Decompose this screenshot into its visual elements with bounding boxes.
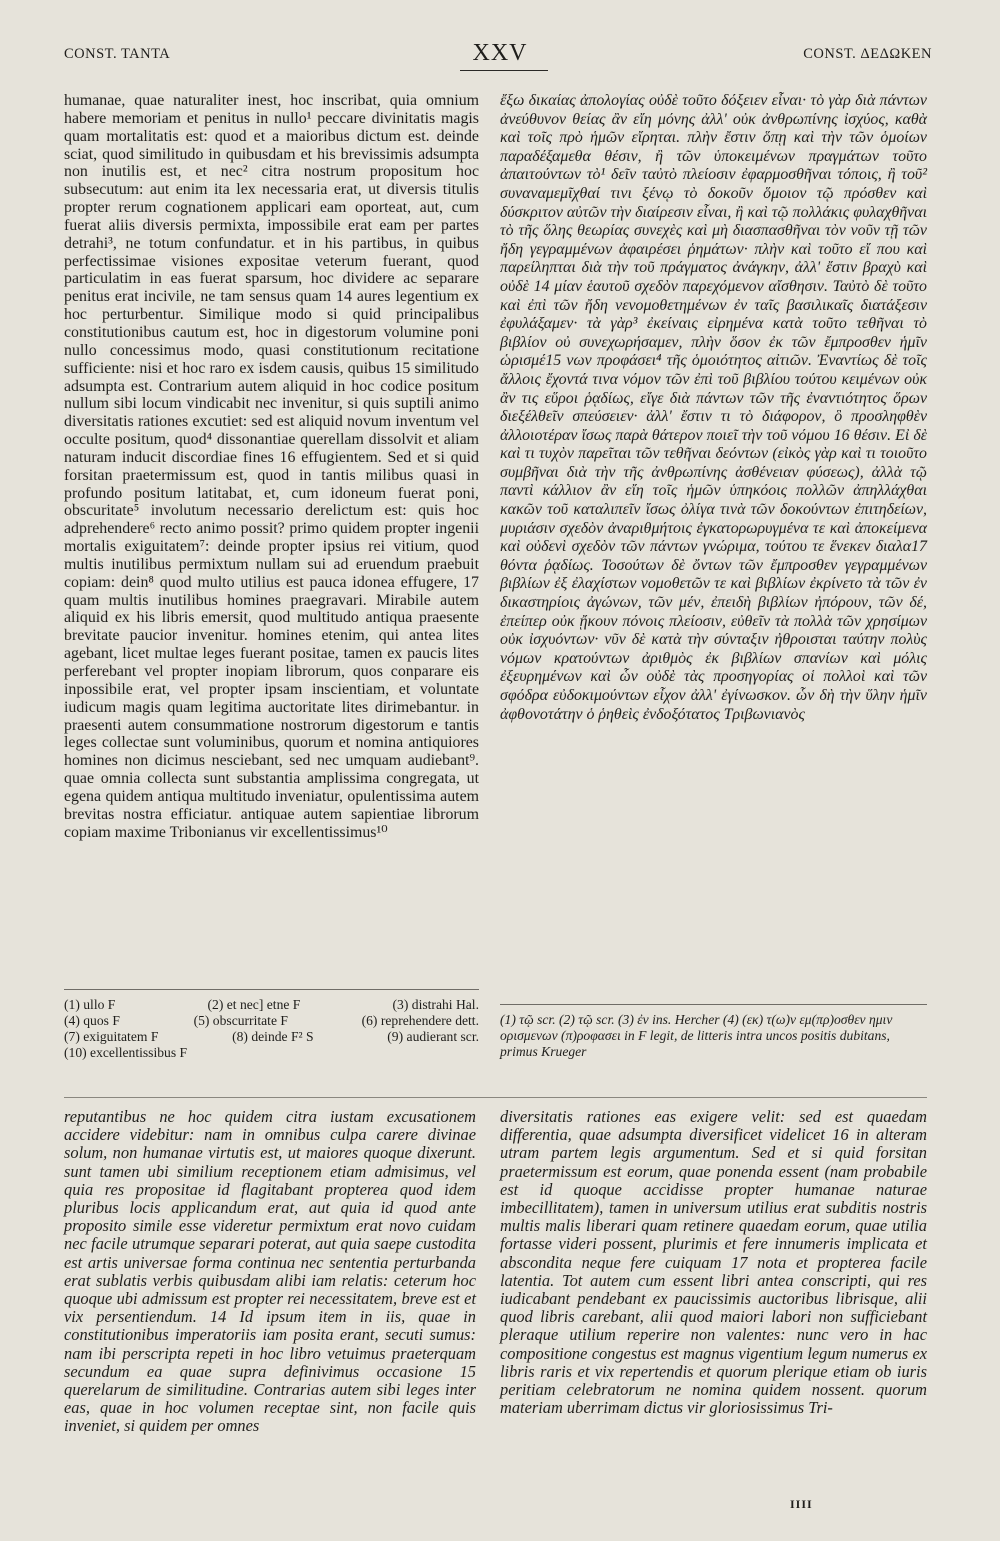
footnote: (1) ullo F: [64, 997, 116, 1012]
footnote: (1) τῷ scr. (2) τῷ scr. (3) ἐν ins. Hercher (4) (εκ) τ(ω)ν εμ(πρ)οσθεν ημιν ορισμενων (π)ροφασει in F legit, de litteris intra uncos positis dubitans, primus Krueger: [500, 1012, 893, 1059]
footnote-line: [64, 997, 479, 1013]
latin-paragraph: humanae, quae naturaliter inest, hoc inscribat, quia omnium habere memoriam et penitus in nullo¹ peccare divinitatis magis quam mortalitatis est: quod et a maioribus dictum est. deinde sciat, quod similitudo in quibusdam et his brevissimis adsumpta non inutilis est, et nec² citra nostrum propositum hoc subsecutum: aut enim ita lex necessaria erat, ut diversis titulis propter rerum cognationem applicari eam oporteat, aut, cum fuerat aliis diversis permixta, impossibile erat eam per partes detrahi³, ne totum confundatur. et in his partibus, in quibus perfectissimae visiones expositae veterum fuerant, quod particulatim in eas fuerat sparsum, hoc dividere ac separare penitus erat incivile, ne tam sensus quam 14 aures legentium ex hoc perturbentur. Similique modo si quid principalibus constitutionibus cautum est, hoc in digestorum volumine poni nullo concessimus modo, quasi constitutionum recitatione sufficiente: nisi et hoc raro ex isdem causis, quibus 15 similitudo adsumpta est. Contrarium autem aliquid in hoc codice positum nullum sibi locum vindicabit nec invenitur, si quis suptili animo diversitatis rationes excutiet: sed est aliquid novum inventum vel occulte positum, quod⁴ dissonantiae querellam dissolvit et aliam naturam inducit discordiae fines 16 effugientem. Sed et si quid forsitan praetermissum est, quod in tantis milibus quasi in profundo positum latitabat, et, cum idoneum fuerat poni, obscuritate⁵ involutum necessario derelictum est: quis hoc adprehendere⁶ recto animo possit? primo quidem propter ingenii mortalis exiguitatem⁷: deinde propter ipsius rei vitium, quod multis inutilibus permixtum nullam sui ad eruendum praebuit copiam: dein⁸ quod multo utilius est pauca idonea effugere, 17 quam multis inutilibus homines praegravari. Mirabile autem aliquid ex his libris emersit, quod multitudo antiqua praesente brevitate paucior invenitur. homines etenim, qui antea lites agebant, licet multae leges fuerant positae, tamen ex paucis lites perferebant vel propter inopiam librorum, quos conparare eis inpossibile erat, vel propter ipsam inscientiam, et voluntate iudicum magis quam legitima auctoritate lites dirimebantur. in praesenti autem consummatione nostrorum digestorum e tantis leges collectae sunt voluminibus, quorum et nomina antiquiores homines non dicimus nesciebant, sed nec umquam audiebant⁹. quae omnia collecta sunt substantia amplissima congregata, ut egena quidem antiqua multitudo inveniatur, opulentissima autem brevitas nostra efficiatur. antiquae autem sapientiae librorum copiam maxime Tribonianus vir excellentissimus¹⁰: [64, 92, 479, 841]
footnote-rule-right: [500, 1004, 927, 1005]
translation-separator: [64, 1097, 927, 1098]
footnote-line: [64, 1013, 479, 1029]
translation-paragraph: diversitatis rationes eas exigere velit: sed est quaedam differentia, quae adsumpta diversificet videlicet 16 in alteram utram partem legis argumentum. Sed et si quid forsitan praetermissum est eorum, quae ponenda essent (nam probabile est id quoque accidisse propter humanae naturae imbecillitatem), tamen in universum utilius erat subditis nostris multis malis liberari quam retinere quaedam eorum, quae utilia fortasse videri possent, plurimis et fere innumeris implicata et abscondita neque fere cuiquam 17 nota et propterea facile latentia. Tot autem cum essent libri antea conscripti, qui res iudicabant pendebant ex paucissimis auctoribus librisque, alii quod libris carebant, alii quod maiori labori non sufficiebant pleraque utilium reperire non valentes: nunc vero in hac compositione congestus est magnus vigentium legum numerus ex libris raris et vix repertendis et quorum plerique etiam ob iuris peritiam celebratorum ne nomina quidem nossent. quorum materiam uberrimam dictus vir gloriosissimus Tri-: [500, 1107, 927, 1418]
footnote-line: [64, 1045, 479, 1061]
latin-translation-right: [500, 1108, 927, 1498]
footnote: (3) distrahi Hal.: [392, 997, 479, 1012]
footnote: (4) quos F: [64, 1013, 120, 1028]
translation-paragraph: reputantibus ne hoc quidem citra iustam excusationem accidere videbitur: nam in omnibus culpa carere divinae solum, non humanae virtutis est, ut maiores quoque dixerunt. sunt tamen ubi similium receptionem etiam admisimus, vel quia res propositae id flagitabant propterea quod idem pluribus locis applicandum erat, aut quia id quod ante proposito simile esse videretur permixtum erat novo cuidam nec facile utrumque separari poterat, aut quia saepe custodita est artis universae forma continua nec sententia perturbanda erat sublatis verbis quibusdam alibi iam relatis: ceterum hoc quoque ubi admissum est propter rei necessitatem, breve est et vix persentiendum. 14 Id ipsum item in iis, quae in constitutionibus imperatoriis iam posita erant, secuti sumus: nam ibi perscripta repeti in hoc libro vetuimus praeterquam secundum ea quae supra definivimus occasione 15 querelarum de similitudine. Contrarias autem sibi leges inter eas, quae in hoc volumen receptae sint, non facile quis inveniet, si quidem per omnes: [64, 1107, 476, 1436]
footnote: (9) audierant scr.: [387, 1029, 479, 1044]
page-number: XXV: [472, 40, 528, 66]
running-head-right: CONST. ΔΕΔΩΚΕΝ: [803, 46, 932, 62]
footnote: (10) excellentissibus F: [64, 1045, 188, 1060]
latin-text-column: [64, 92, 479, 977]
footnote-line: [64, 1029, 479, 1045]
footnote: (6) reprehendere dett.: [361, 1013, 479, 1028]
footnotes-left: [64, 997, 479, 1061]
footnote: (5) obscurritate F: [193, 1013, 288, 1028]
footnote: (8) deinde F² S: [232, 1029, 314, 1044]
page-number-underline: [460, 70, 548, 71]
latin-translation-left: [64, 1108, 476, 1518]
footnote: (7) exiguitatem F: [64, 1029, 159, 1044]
greek-paragraph: ἔξω δικαίας ἀπολογίας οὐδὲ τοῦτο δόξειεν εἶναι· τὸ γὰρ διὰ πάντων ἀνεύθυνον θείας ἂν εἴη μόνης ἀλλ' οὐκ ἀνθρωπίνης ἰσχύος, καθὰ καὶ τοῖς πρὸ ἡμῶν εἴρηται. πλὴν ἔστιν ὅπῃ καὶ τὴν τῶν ὁμοίων παραδέξαμεθα θέσιν, ἢ τῶν ὑποκειμένων πραγμάτων τοῦτο ἀπαιτούντων τὸ¹ δεῖν ταὐτὸ πλείοσιν ἐφαρμοσθῆναι τόποις, ἢ τοῦ² συναναμεμῖχθαί τινι ξένῳ τὸ δοκοῦν ὅμοιον τῷ πρόσθεν καὶ δύσκριτον αὐτῶν τὴν διαίρεσιν εἶναι, ἢ καὶ τῷ πολλάκις φυλαχθῆναι τὸ τῆς ὅλης θεωρίας συνεχὲς καὶ μὴ διασπασθῆναι τὸν νοῦν τῇ τῶν ἤδη γεγραμμένων ἀφαιρέσει ῥημάτων· πλὴν καὶ τοῦτο εἴ που καὶ παρείληπται διὰ τὴν τοῦ πράγματος ἀνάγκην, ἀλλ' ἔστιν βραχὺ καὶ οὐδὲ 14 μίαν ἑαυτοῦ σχεδὸν παρεχόμενον αἴσθησιν. Ταὐτὸ δὲ τοῦτο καὶ ἐπὶ τῶν ἤδη νενομοθετημένων ἐν ταῖς βασιλικαῖς διατάξεσιν ἐφυλάξαμεν· τὰ γὰρ³ ἐκείναις εἰρημένα κατὰ τοῦτο τεθῆναι τὸ βιβλίον οὐ συνεχωρήσαμεν, πλὴν ὅσον ἐκ τῶν ἔμπροσθεν ἡμῖν ὡρισμέ15 νων προφάσει⁴ τῆς ὁμοιότητος αἰτιῶν. Ἐναντίως δὲ τοῖς ἄλλοις ἔχοντά τινα νόμον τῶν ἐπὶ τοῦ βιβλίου τούτου κειμένων οὐκ ἂν τις εὕροι ῥᾳδίως, εἴγε διὰ πάντων τῶν τῆς ἐναντιότητος ὅρων διεξέλθεῖν σπεύσειεν· ἀλλ' ἔστιν τι τὸ διάφορον, ὃ προσληφθὲν ἀλλοιοτέραν ἴσως παρὰ θάτερον ποιεῖ τὴν τοῦ νόμου 16 θέσιν. Εἰ δὲ καὶ τι τυχὸν παρεῖται τῶν τεθῆναι δεόντων (εἰκὸς γὰρ καὶ τι τοιοῦτο συμβῆναι διὰ τὴν τῆς ἀνθρωπίνης ἀσθένειαν φύσεως), ἀλλὰ τῷ παντὶ κάλλιον ἂν εἴη τοῖς ἡμῶν ὑπηκόοις πολλῶν ἀπηλλάχθαι κακῶν τοῦ καταλιπεῖν ἴσως ὀλίγα τινὰ τῶν δοκούντων ἐπιτηδείων, μυριάσιν σχεδὸν ἀναριθμήτοις ἐγκατορωρυγμένα τε καὶ ἀποκείμενα καὶ οὐδενὶ σχεδὸν τῶν πάντων γνώριμα, τούτου τε ἕνεκεν διαλα17 θόντα ῥᾳδίως. Τοσούτων δὲ ὄντων τῶν ἔμπροσθεν γεγραμμένων βιβλίων ἐξ ἐλαχίστων νομοθετῶν τε καὶ βιβλίων ἐκρίνετο τὰ τῶν ἐν δικαστηρίοις ἀγώνων, τῶν μέν, ἐπειδὴ βιβλίων ἠπόρουν, τῶν δέ, ἐπείπερ οὐκ ᾔκουν πόνοις πλείοσιν, εὐθεῖν τὰ πολλὰ τῶν χρησίμων οὐκ ἰσχυόντων· νῦν δὲ κατὰ τὴν σύνταξιν ἠθροισται ταύτην πολὺς νόμων κρατούντων ἀριθμὸς ἐκ βιβλίων σπανίων καὶ μόλις ἐξευρημένων καὶ ὧν οὐδὲ τὰς προσηγορίας οἱ πολλοὶ καὶ τῶν σφόδρα εὐδοκιμούντων εἶχον ἀλλ' ἐγίνωσκον. ὧν δὴ τὴν ὕλην ἡμῖν ἀφθονοτάτην ὁ ῥηθεὶς ἐνδοξότατος Τριβωνιανὸς: [500, 92, 927, 723]
footnotes-right: [500, 1012, 927, 1060]
running-head-left: CONST. TANTA: [64, 46, 171, 62]
signature-mark: IIII: [790, 1497, 813, 1511]
footnote: (2) et nec] etne F: [207, 997, 301, 1012]
footnote-rule-left: [64, 989, 479, 990]
greek-text-column: [500, 92, 927, 852]
